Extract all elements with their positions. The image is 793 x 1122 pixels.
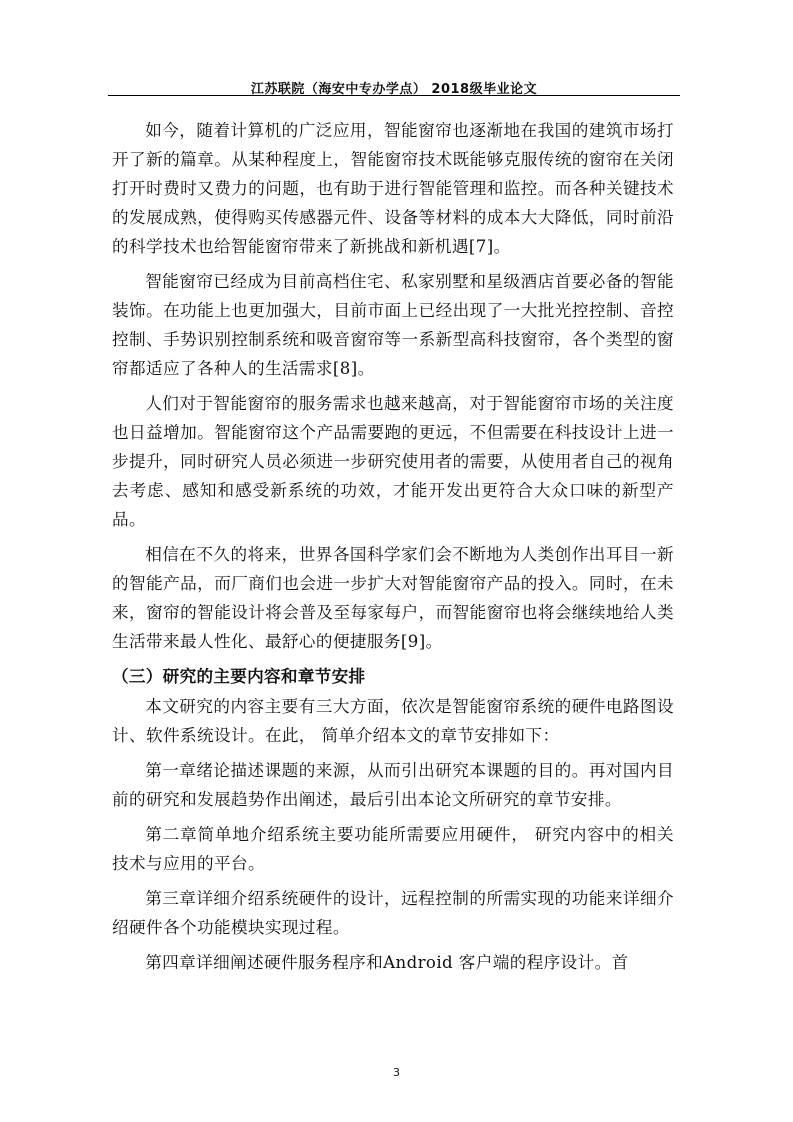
paragraph: 相信在不久的将来，世界各国科学家们会不断地为人类创作出耳目一新的智能产品，而厂商们也会进一步扩大对智能窗帘产品的投入。同时，在未来，窗帘的智能设计将会普及至每家每户，而智能窗帘也将会继续地给人类生活带来最人性化、最舒心的便捷服务[9]。 — [112, 545, 674, 651]
paragraph: 第四章详细阐述硬件服务程序和Android 客户端的程序设计。首 — [145, 953, 629, 972]
section-heading: （三）研究的主要内容和章节安排 — [112, 667, 366, 686]
header-rule — [108, 95, 680, 96]
paragraph: 第二章简单地介绍系统主要功能所需要应用硬件， 研究内容中的相关技术与应用的平台。 — [112, 825, 674, 873]
paragraph: 本文研究的内容主要有三大方面，依次是智能窗帘系统的硬件电路图设计、软件系统设计。在此， 简单介绍本文的章节安排如下： — [112, 697, 674, 745]
paragraph: 人们对于智能窗帘的服务需求也越来越高，对于智能窗帘市场的关注度也日益增加。智能窗帘这个产品需要跑的更远，不但需要在科技设计上进一步提升，同时研究人员必须进一步研究使用者的需要，从使用者自己的视角去考虑、感知和感受新系统的功效，才能开发出更符合大众口味的新型产品。 — [112, 394, 674, 529]
paragraph: 第三章详细介绍系统硬件的设计，远程控制的所需实现的功能来详细介绍硬件各个功能模块实现过程。 — [112, 889, 674, 937]
page-number: 3 — [393, 1066, 400, 1079]
body-text — [112, 116, 674, 977]
paragraph: 第一章绪论描述课题的来源，从而引出研究本课题的目的。再对国内目前的研究和发展趋势作出阐述，最后引出本论文所研究的章节安排。 — [112, 761, 674, 809]
paragraph: 智能窗帘已经成为目前高档住宅、私家别墅和星级酒店首要必备的智能装饰。在功能上也更加强大，目前市面上已经出现了一大批光控控制、音控控制、手势识别控制系统和吸音窗帘等一系新型高科技窗帘，各个类型的窗帘都适应了各种人的生活需求[8]。 — [112, 272, 674, 378]
paragraph: 如今，随着计算机的广泛应用，智能窗帘也逐渐地在我国的建筑市场打开了新的篇章。从某种程度上，智能窗帘技术既能够克服传统的窗帘在关闭打开时费时又费力的问题，也有助于进行智能管理和监控。而各种关键技术的发展成熟，使得购买传感器元件、设备等材料的成本大大降低，同时前沿的科学技术也给智能窗帘带来了新挑战和新机遇[7]。 — [112, 121, 674, 256]
running-header: 江苏联院（海安中专办学点） 2018级毕业论文 — [250, 82, 538, 97]
